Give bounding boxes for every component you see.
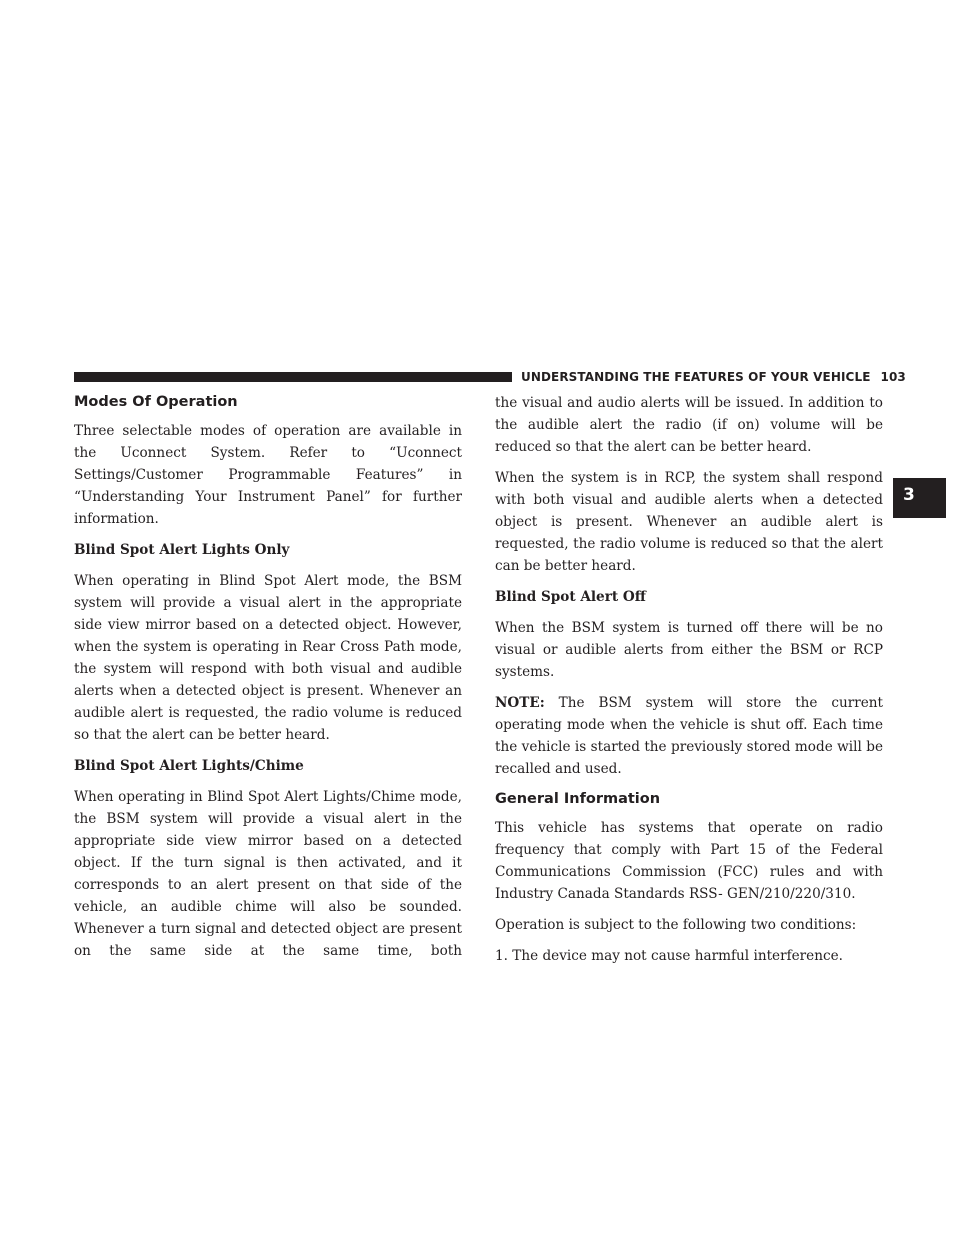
note-label: NOTE: [495, 695, 545, 711]
paragraph-general: This vehicle has systems that operate on radio frequency that comply with Part 15 of the Federal Communications Commission (FCC) rules and with Industry Canada Standards RSS- GEN/210/220/310. [495, 820, 883, 902]
paragraph-continued: the visual and audio alerts will be issued. In addition to the audible alert the radio (if on) volume will be reduced so that the alert can be better heard. [495, 395, 883, 455]
note-text: The BSM system will store the current operating mode when the vehicle is shut off. Each time the vehicle is started the previously stored mode will be recalled and used. [495, 695, 883, 777]
paragraph-lights-only: When operating in Blind Spot Alert mode, the BSM system will provide a visual alert in the appropriate side view mirror based on a detected object. However, when the system is operating in Rear Cross Path mode, the system will respond with both visual and audible alerts when a detected object is present. Whenever an audible alert is requested, the radio volume is reduced so that the alert can be better heard. [74, 573, 462, 743]
subheading-lights-only: Blind Spot Alert Lights Only [74, 542, 290, 558]
paragraph-alert-off: When the BSM system is turned off there will be no visual or audible alerts from either the BSM or RCP systems. [495, 620, 883, 680]
heading-general-information: General Information [495, 791, 661, 807]
header-rule [74, 372, 512, 382]
running-header [521, 368, 906, 386]
paragraph-rcp: When the system is in RCP, the system shall respond with both visual and audible alerts when a detected object is present. Whenever an audible alert is requested, the radio volume is reduced so that the alert can be better heard. [495, 470, 883, 574]
note-paragraph [495, 692, 883, 780]
paragraph-lights-chime: When operating in Blind Spot Alert Lights/Chime mode, the BSM system will provide a visual alert in the appropriate side view mirror based on a detected object. If the turn signal is then activated, and it corresponds to an alert present on that side of the vehicle, an audible chime will also be sounded. Whenever a turn signal and detected object are present on the same side at the same time, both [74, 789, 462, 959]
chapter-tab: 3 [893, 478, 946, 518]
paragraph-conditions: Operation is subject to the following two conditions: [495, 917, 857, 933]
right-column [495, 392, 883, 976]
header-section-title: UNDERSTANDING THE FEATURES OF YOUR VEHICLE [521, 370, 871, 384]
page-number: 103 [880, 370, 906, 384]
intro-paragraph: Three selectable modes of operation are available in the Uconnect System. Refer to “Uconnect Settings/Customer Programmable Features” in “Understanding Your Instrument Panel” for further information. [74, 423, 462, 527]
left-column [74, 392, 462, 971]
heading-modes-of-operation: Modes Of Operation [74, 394, 238, 410]
subheading-lights-chime: Blind Spot Alert Lights/Chime [74, 758, 304, 774]
subheading-alert-off: Blind Spot Alert Off [495, 589, 646, 605]
list-item-1: 1. The device may not cause harmful interference. [495, 948, 843, 964]
